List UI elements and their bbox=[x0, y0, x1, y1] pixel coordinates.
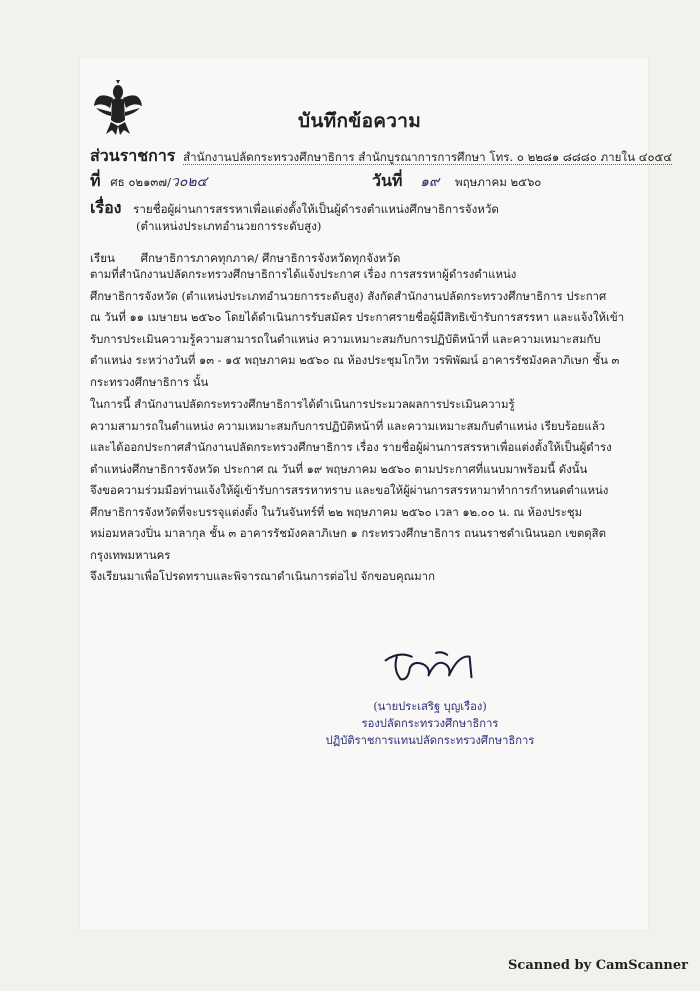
number-row bbox=[90, 169, 207, 194]
garuda-emblem-icon bbox=[92, 80, 144, 136]
subject-label: เรื่อง bbox=[90, 198, 122, 217]
date-row bbox=[372, 169, 541, 194]
to-label: เรียน bbox=[90, 251, 115, 265]
signer-position-2: ปฏิบัติราชการแทนปลัดกระทรวงศึกษาธิการ bbox=[325, 734, 535, 747]
paragraph-1: ตามที่สำนักงานปลัดกระทรวงศึกษาธิการได้แจ้งประกาศ เรื่อง การสรรหาผู้ดำรงตำแหน่ง ศึกษาธิการจังหวัด (ตำแหน่งประเภทอำนวยการระดับสูง) สังกัดสำนักงานปลัดกระทรวงศึกษาธิการ ประกาศ ณ วันที่ ๑๑ เมษายน ๒๕๖๐ โดยได้ดำเนินการรับสมัคร ประกาศรายชื่อผู้มีสิทธิเข้ารับการสรรหา และแจ้งให้เข้า รับการประเมินความรู้ความสามารถในตำแหน่ง ความเหมาะสมกับการปฏิบัติหน้าที่ และความเหมาะสมกับ ตำแหน่ง ระหว่างวันที่ ๑๓ - ๑๕ พฤษภาคม ๒๕๖๐ ณ ห้องประชุมโกวิท วรพิพัฒน์ อาคารรัชมังคลาภิเษก ชั้น ๓ กระทรวงศึกษาธิการ นั้น bbox=[90, 267, 625, 389]
scanner-watermark: Scanned by CamScanner bbox=[508, 958, 688, 973]
agency-row bbox=[90, 144, 672, 169]
subject-line1: รายชื่อผู้ผ่านการสรรหาเพื่อแต่งตั้งให้เป็นผู้ดำรงตำแหน่งศึกษาธิการจังหวัด bbox=[133, 202, 499, 216]
memo-page bbox=[80, 58, 673, 930]
date-label: วันที่ bbox=[372, 171, 403, 190]
date-rest: พฤษภาคม ๒๕๖๐ bbox=[454, 175, 542, 189]
agency-value: สำนักงานปลัดกระทรวงศึกษาธิการ สำนักบูรณาการการศึกษา โทร. ๐ ๒๒๘๑ ๘๘๘๐ ภายใน ๔๐๕๔ bbox=[183, 150, 673, 164]
signer-position-1: รองปลัดกระทรวงศึกษาธิการ bbox=[361, 717, 499, 730]
signer-block bbox=[270, 698, 590, 749]
number-printed: ศธ ๐๒๑๓๗/ bbox=[110, 175, 171, 189]
signer-name: (นายประเสริฐ บุญเรือง) bbox=[373, 700, 487, 713]
number-label: ที่ bbox=[90, 171, 101, 190]
subject-line2: (ตำแหน่งประเภทอำนวยการระดับสูง) bbox=[136, 219, 322, 233]
agency-label: ส่วนราชการ bbox=[90, 146, 176, 165]
memo-title: บันทึกข้อความ bbox=[298, 110, 422, 132]
paragraph-2: ในการนี้ สำนักงานปลัดกระทรวงศึกษาธิการได้ดำเนินการประมวลผลการประเมินความรู้ ความสามารถในตำแหน่ง ความเหมาะสมกับการปฏิบัติหน้าที่ และความเหมาะสมกับตำแหน่ง เรียบร้อยแล้ว และได้ออกประกาศสำนักงานปลัดกระทรวงศึกษาธิการ เรื่อง รายชื่อผู้ผ่านการสรรหาเพื่อแต่งตั้งให้เป็นผู้ดำรง ตำแหน่งศึกษาธิการจังหวัด ประกาศ ณ วันที่ ๑๙ พฤษภาคม ๒๕๖๐ ตามประกาศที่แนบมาพร้อมนี้ ดังนั้น จึงขอความร่วมมือท่านแจ้งให้ผู้เข้ารับการสรรหาทราบ และขอให้ผู้ผ่านการสรรหามาทำการกำหนดตำแหน่ง ศึกษาธิการจังหวัดที่จะบรรจุแต่งตั้ง ในวันจันทร์ที่ ๒๒ พฤษภาคม ๒๕๖๐ เวลา ๑๒.๐๐ น. ณ ห้องประชุม หม่อมหลวงปิ่น มาลากุล ชั้น ๓ อาคารรัชมังคลาภิเษก ๑ กระทรวงศึกษาธิการ ถนนราชดำเนินนอก เขตดุสิต กรุงเทพมหานคร bbox=[90, 397, 612, 562]
paragraph-3: จึงเรียนมาเพื่อโปรดทราบและพิจารณาดำเนินการต่อไป จักขอบคุณมาก bbox=[90, 569, 435, 583]
date-day-handwritten: ๑๙ bbox=[420, 174, 440, 190]
to-value: ศึกษาธิการภาคทุกภาค/ ศึกษาธิการจังหวัดทุกจังหวัด bbox=[140, 251, 401, 265]
number-handwritten: ว๐๒๔ bbox=[170, 174, 208, 190]
signature-icon bbox=[380, 646, 492, 686]
